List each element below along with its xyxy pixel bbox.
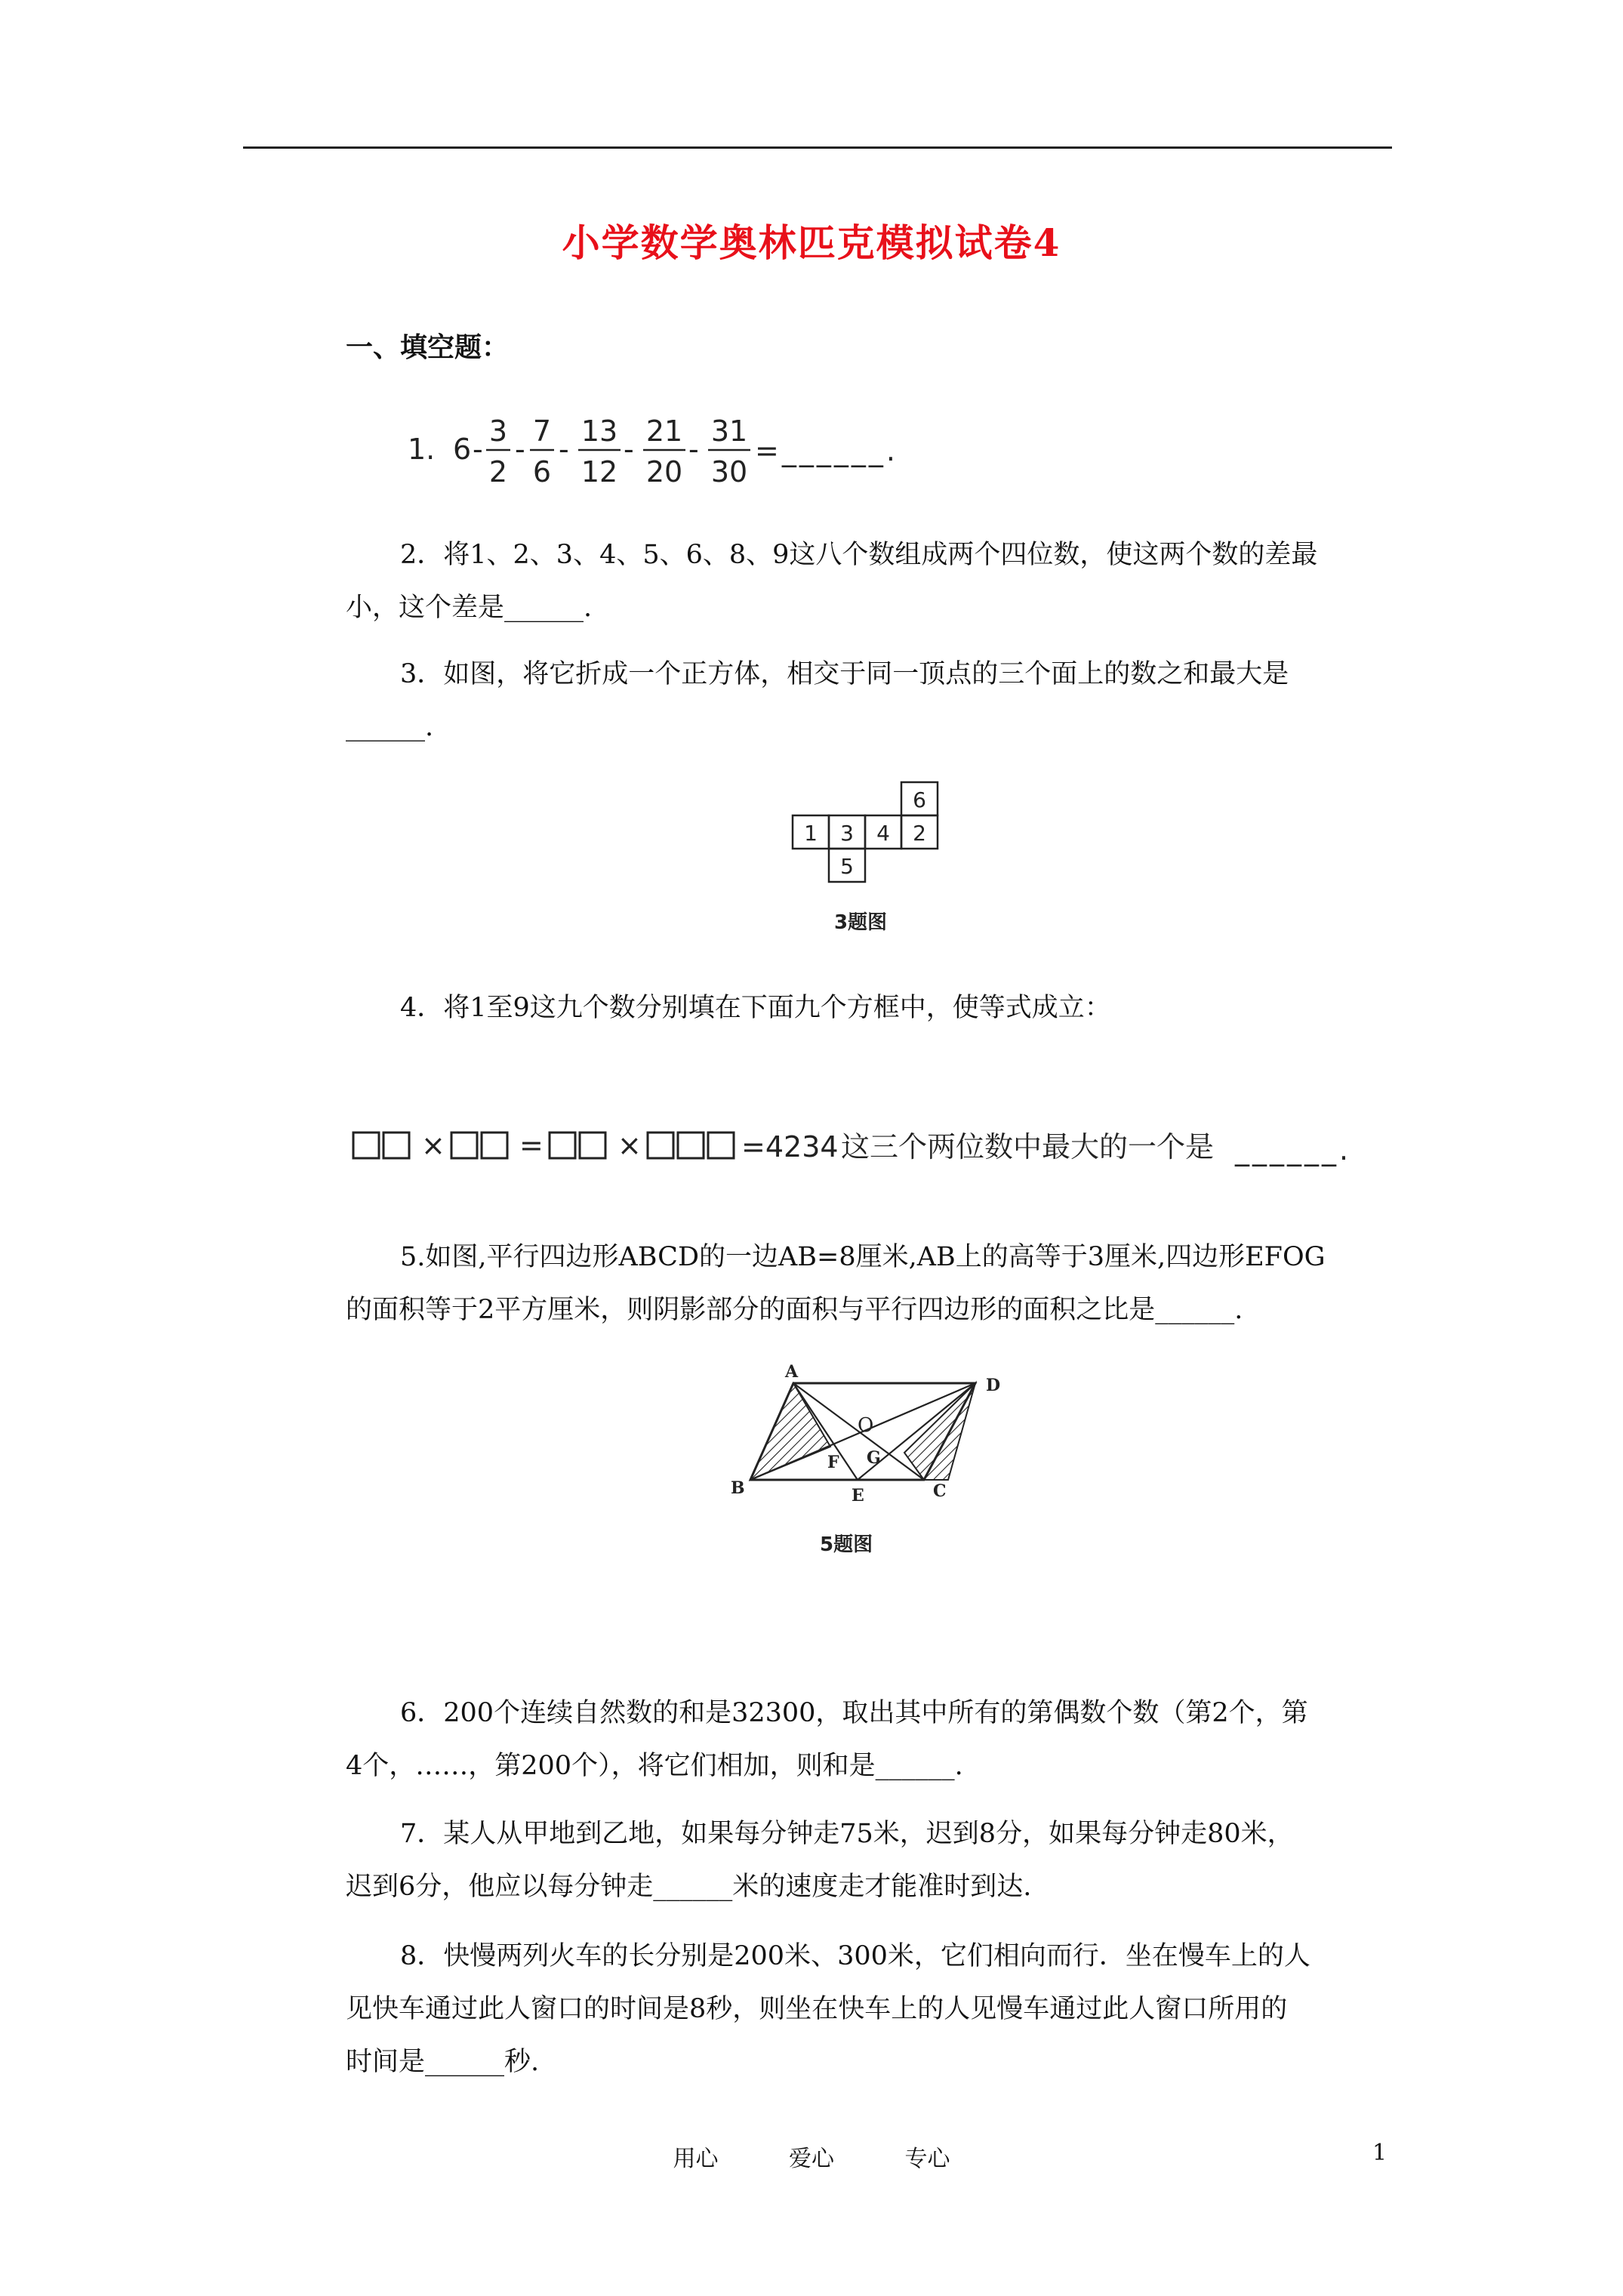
cube-face-label: 1 [804, 821, 818, 846]
fig5-caption: 5题图 [820, 1533, 873, 1556]
fraction-2 [530, 415, 554, 488]
q4-question-text: 这三个两位数中最大的一个是 [841, 1130, 1215, 1163]
fraction-denominator: 6 [532, 455, 552, 488]
fraction-numerator: 13 [581, 415, 618, 448]
footer-item: 用心 [673, 2146, 719, 2172]
q3-line2: ______. [346, 712, 434, 742]
cube-face-label: 6 [913, 787, 926, 812]
fraction-denominator: 30 [710, 455, 748, 488]
times-sign: × [421, 1129, 445, 1162]
point-label-o: O [858, 1414, 874, 1437]
section-heading: 一、填空题： [346, 331, 510, 363]
fraction-numerator: 7 [532, 415, 552, 448]
question-7 [346, 1808, 1395, 1913]
q4-line1: 4．将1至9这九个数分别填在下面九个方框中，使等式成立： [400, 993, 1111, 1023]
fig3-caption: 3题图 [833, 911, 888, 934]
fraction-denominator: 12 [581, 455, 618, 488]
point-label-g: G [867, 1448, 881, 1468]
question-2 [346, 529, 1395, 634]
times-sign: × [617, 1129, 642, 1162]
parallelogram-figure [722, 1354, 1024, 1573]
q8-line3: 时间是______秒. [346, 2047, 540, 2077]
q1-number: 1. [408, 433, 436, 466]
question-8 [346, 1930, 1395, 2088]
fraction-numerator: 3 [488, 415, 508, 448]
shaded-region-left [750, 1383, 830, 1480]
footer-item: 专心 [904, 2146, 950, 2172]
fraction-denominator: 20 [645, 455, 683, 488]
q5-line2: 的面积等于2平方厘米，则阴影部分的面积与平行四边形的面积之比是______. [346, 1295, 1243, 1325]
vertex-label-c: C [933, 1481, 947, 1501]
minus-sign: - [688, 433, 699, 466]
equals-sign: = [519, 1129, 544, 1162]
q7-line1: 7．某人从甲地到乙地，如果每分钟走75米，迟到8分，如果每分钟走80米， [400, 1819, 1294, 1849]
minus-sign: - [473, 433, 483, 466]
q1-equation [408, 406, 936, 489]
fraction-1 [486, 415, 510, 488]
q6-line2: 4个，……，第200个），将它们相加，则和是______. [346, 1751, 963, 1781]
fraction-5 [708, 415, 750, 488]
page-title: 小学数学奥林匹克模拟试卷4 [562, 220, 1061, 265]
equals-value: =4234 [741, 1130, 839, 1163]
page-number: 1 [1372, 2140, 1387, 2166]
fraction-4 [643, 415, 685, 488]
minus-sign: - [624, 433, 634, 466]
vertex-label-d: D [986, 1376, 1001, 1395]
q4-answer-blank: ______. [1235, 1133, 1352, 1166]
vertex-label-b: B [731, 1478, 745, 1498]
q4-box-equation [352, 1117, 1439, 1178]
vertex-label-a: A [785, 1362, 799, 1382]
minus-sign: - [515, 433, 525, 466]
question-3 [346, 648, 1395, 754]
footer-item: 爱心 [789, 2146, 834, 2172]
header-rule [243, 146, 1392, 149]
q7-line2: 迟到6分，他应以每分钟走______米的速度走才能准时到达. [346, 1872, 1032, 1902]
cube-face-label: 5 [840, 854, 854, 879]
q1-lead: 6 [453, 433, 472, 466]
cube-face-label: 2 [913, 821, 926, 846]
fraction-numerator: 21 [645, 415, 683, 448]
point-label-f: F [827, 1453, 839, 1472]
q3-line1: 3．如图，将它折成一个正方体，相交于同一顶点的三个面上的数之和最大是 [400, 659, 1289, 689]
minus-sign: - [559, 433, 569, 466]
cube-face-label: 3 [840, 821, 854, 846]
fraction-numerator: 31 [710, 415, 748, 448]
question-5 [346, 1231, 1395, 1336]
fraction-3 [578, 415, 621, 488]
q5-line1: 5.如图,平行四边形ABCD的一边AB=8厘米,AB上的高等于3厘米,四边形EFOG [400, 1242, 1326, 1272]
q8-line2: 见快车通过此人窗口的时间是8秒，则坐在快车上的人见慢车通过此人窗口所用的 [346, 1994, 1288, 2024]
point-label-e: E [852, 1486, 864, 1505]
question-4 [346, 982, 1395, 1034]
cube-face-label: 4 [876, 821, 890, 846]
q2-line1: 2．将1、2、3、4、5、6、8、9这八个数组成两个四位数，使这两个数的差最 [400, 540, 1318, 570]
cube-net-figure [790, 781, 971, 947]
question-6 [346, 1687, 1395, 1792]
q6-line1: 6．200个连续自然数的和是32300，取出其中所有的第偶数个数（第2个，第 [400, 1698, 1308, 1728]
q2-line2: 小，这个差是______. [346, 593, 593, 623]
q1-answer-blank: =______. [755, 434, 898, 467]
fraction-denominator: 2 [488, 455, 508, 488]
q8-line1: 8．快慢两列火车的长分别是200米、300米，它们相向而行．坐在慢车上的人 [400, 1941, 1310, 1971]
